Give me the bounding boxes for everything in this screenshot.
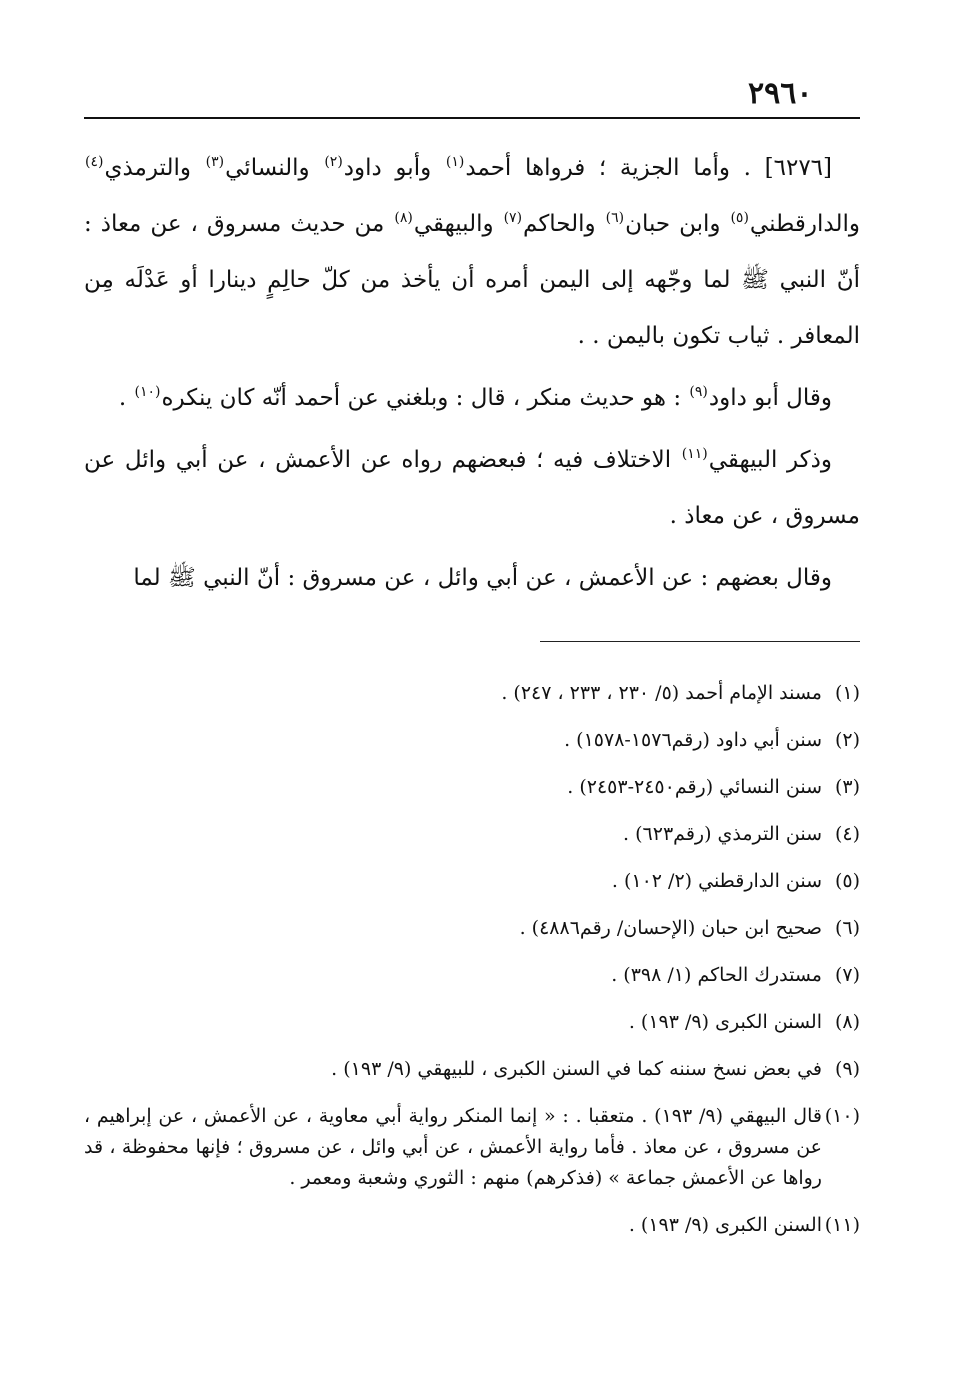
- footnote-ref: (٦): [605, 210, 625, 227]
- footnote-text: سنن أبي داود (رقم١٥٧٦-١٥٧٨) .: [564, 729, 822, 751]
- footnote: [84, 1101, 860, 1194]
- header-rule: [84, 117, 860, 119]
- footnote-number: (١): [834, 682, 860, 704]
- footnotes: [84, 670, 860, 1249]
- footnote: [84, 952, 860, 999]
- text-run: والترمذي: [104, 155, 205, 181]
- paragraph: [84, 432, 860, 544]
- footnote-number: (٨): [834, 1011, 860, 1033]
- footnote-text: مسند الإمام أحمد (٥/ ٢٣٠ ، ٢٣٣ ، ٢٤٧) .: [501, 682, 822, 704]
- footnote-ref: (٥): [730, 210, 749, 227]
- footnote: [84, 670, 860, 717]
- text-run: .: [118, 385, 134, 411]
- footnote-number: (١٠): [824, 1105, 860, 1127]
- text-run: وقال بعضهم : عن الأعمش ، عن أبي وائل ، عن مسروق : أنّ النبي ﷺ لما: [133, 565, 832, 591]
- footnote-ref: (٢): [324, 154, 343, 171]
- footnote-number: (٥): [834, 870, 860, 892]
- footnote-separator: [540, 641, 860, 642]
- footnote-text: سنن الدارقطني (٢/ ١٠٢) .: [611, 870, 822, 892]
- footnote-ref: (٣): [205, 154, 225, 171]
- text-run: الاختلاف فيه ؛ فبعضهم رواه عن الأعمش ، عن أبي وائل عن مسروق ، عن معاذ .: [84, 447, 860, 529]
- footnote-ref: (٩): [689, 384, 708, 401]
- footnote-text: مستدرك الحاكم (١/ ٣٩٨) .: [611, 964, 822, 986]
- footnote-text: سنن النسائي (رقم٢٤٥٠-٢٤٥٣) .: [567, 776, 822, 798]
- text-run: : هو حديث منكر ، قال : وبلغني عن أحمد أنّه كان ينكره: [161, 385, 689, 411]
- footnote: [84, 811, 860, 858]
- footnote: [84, 999, 860, 1046]
- text-run: وقال أبو داود: [708, 385, 832, 411]
- text-run: والبيهقي: [413, 211, 503, 237]
- text-run: والحاكم: [523, 211, 605, 237]
- footnote-text: السنن الكبرى (٩/ ١٩٣) .: [628, 1214, 822, 1236]
- footnote: [84, 717, 860, 764]
- footnote-ref: (١١): [681, 446, 708, 463]
- footnote: [84, 764, 860, 811]
- footnote-text: في بعض نسخ سننه كما في السنن الكبرى ، للبيهقي (٩/ ١٩٣) .: [331, 1058, 822, 1080]
- text-run: من حديث مسروق ، عن معاذ : أنّ النبي ﷺ لما وجّهه إلى اليمن أمره أن يأخذ من كلّ حالِمٍ دينارا أو عَدْلَه مِن المعافر . ثياب تكون باليمن . .: [84, 211, 860, 349]
- footnote: [84, 1046, 860, 1093]
- footnote-text: سنن الترمذي (رقم٦٢٣) .: [623, 823, 822, 845]
- paragraph: [84, 550, 860, 606]
- footnote: [84, 858, 860, 905]
- footnote-text: السنن الكبرى (٩/ ١٩٣) .: [628, 1011, 822, 1033]
- text-run: وأبو داود: [343, 155, 445, 181]
- footnote-text: صحيح ابن حبان (الإحسان/ رقم٤٨٨٦) .: [519, 917, 822, 939]
- footnote-number: (٩): [834, 1058, 860, 1080]
- footnote-number: (٤): [834, 823, 860, 845]
- text-run: وذكر البيهقي: [708, 447, 832, 473]
- footnote-text: قال البيهقي (٩/ ١٩٣) . متعقبا . : « إنما المنكر رواية أبي معاوية ، عن الأعمش ، عن إبراهيم ، عن مسروق ، عن معاذ . فأما رواية الأعمش ، عن أبي وائل ، عن مسروق ؛ فإنها محفوظة ، قد رواها عن الأعمش جماعة » (فذكرهم) منهم : الثوري وشعبة ومعمر .: [84, 1105, 822, 1189]
- footnote: [84, 905, 860, 952]
- text-run: والنسائي: [225, 155, 324, 181]
- text-run: والدارقطني: [749, 211, 860, 237]
- footnote-ref: (٤): [85, 154, 104, 171]
- footnote: [84, 1202, 860, 1249]
- footnote-number: (٦): [834, 917, 860, 939]
- footnote-ref: (١): [445, 154, 465, 171]
- footnote-number: (٢): [834, 729, 860, 751]
- main-text: [84, 140, 860, 612]
- text-run: وابن حبان: [625, 211, 730, 237]
- footnote-number: (٧): [834, 964, 860, 986]
- text-run: [٦٢٧٦] . وأما الجزية ؛ فرواها أحمد: [465, 155, 833, 181]
- footnote-number: (١١): [824, 1214, 860, 1236]
- footnote-number: (٣): [834, 776, 860, 798]
- footnote-ref: (٨): [394, 210, 413, 227]
- paragraph: [84, 370, 860, 426]
- footnote-ref: (٧): [503, 210, 523, 227]
- footnote-ref: (١٠): [134, 384, 161, 401]
- page-number: ٢٩٦٠: [748, 76, 813, 111]
- paragraph: [84, 140, 860, 364]
